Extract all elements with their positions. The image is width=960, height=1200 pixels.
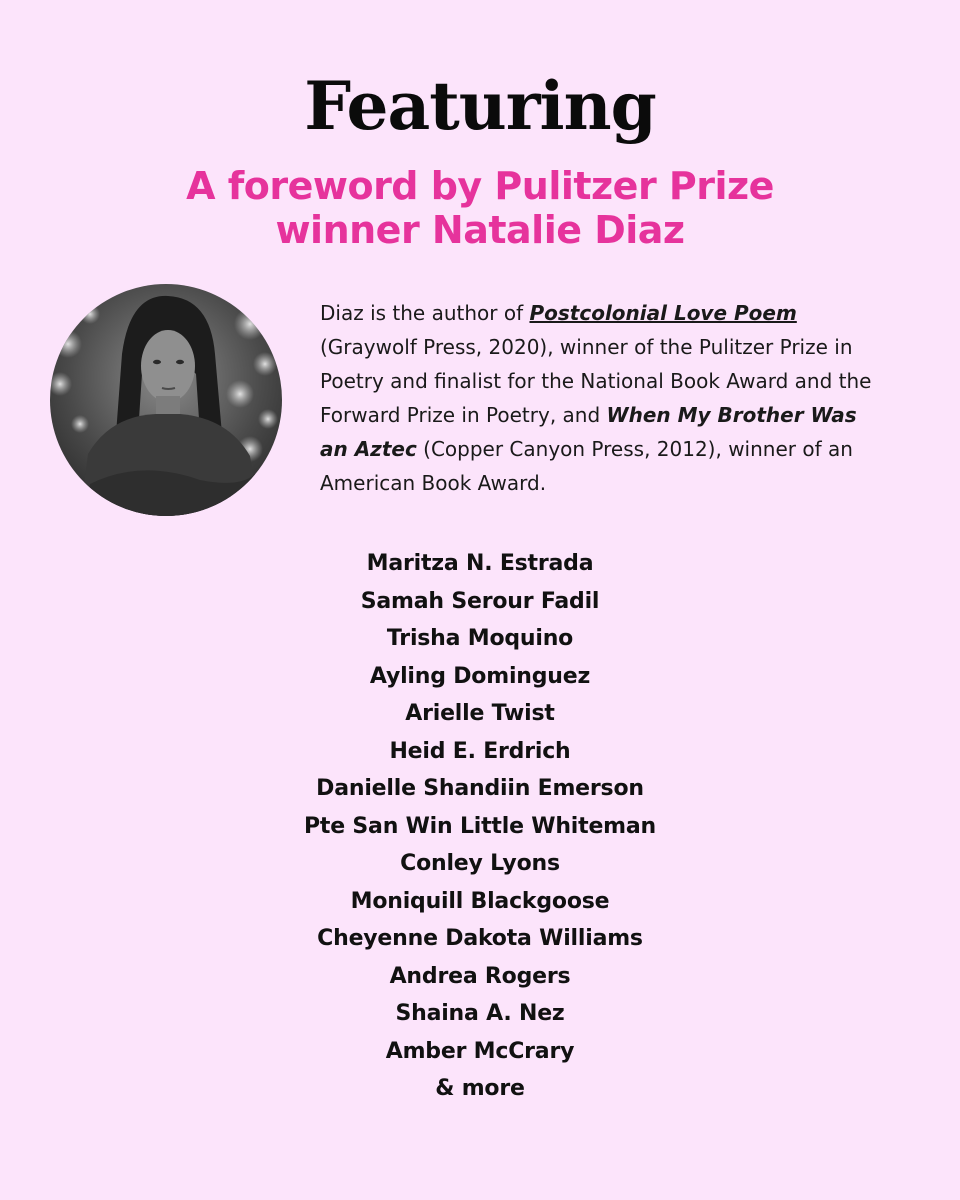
contributor-name: Amber McCrary <box>385 1038 575 1064</box>
featuring-heading: Featuring <box>304 67 656 145</box>
book-title-when-my-brother-was-an-aztec: When My Brother Was an Aztec <box>320 403 857 461</box>
contributor-name: Conley Lyons <box>400 851 560 876</box>
contributor-name: Arielle Twist <box>405 701 555 726</box>
contributor-name: Pte San Win Little Whiteman <box>303 813 656 839</box>
contributor-name: Shaina A. Nez <box>395 1001 565 1026</box>
contributor-name: Samah Serour Fadil <box>360 588 600 614</box>
and-more-label: & more <box>435 1076 525 1101</box>
contributor-name: Heid E. Erdrich <box>389 738 571 764</box>
contributor-name: Moniquill Blackgoose <box>350 888 610 914</box>
contributor-name: Ayling Dominguez <box>369 663 591 689</box>
foreword-subheading: A foreword by Pulitzer Prize winner Natalie Diaz <box>186 164 774 252</box>
contributor-name: Cheyenne Dakota Williams <box>317 926 643 951</box>
bio-outro: (Copper Canyon Press, 2012), winner of an American Book Award. <box>320 437 853 495</box>
contributor-name: Trisha Moquino <box>386 626 574 651</box>
author-bio <box>320 296 880 500</box>
contributor-name: Maritza N. Estrada <box>366 551 594 576</box>
bio-middle: (Graywolf Press, 2020), winner of the Pulitzer Prize in Poetry and finalist for the National Book Award and the Forward Prize in Poetry, and <box>320 335 872 427</box>
book-title-postcolonial-love-poem[interactable]: Postcolonial Love Poem <box>529 301 797 325</box>
author-portrait <box>50 284 282 516</box>
bio-intro: Diaz is the author of <box>320 301 530 325</box>
contributor-name: Danielle Shandiin Emerson <box>316 776 644 801</box>
contributor-list <box>0 545 960 1108</box>
contributor-name: Andrea Rogers <box>389 963 571 989</box>
